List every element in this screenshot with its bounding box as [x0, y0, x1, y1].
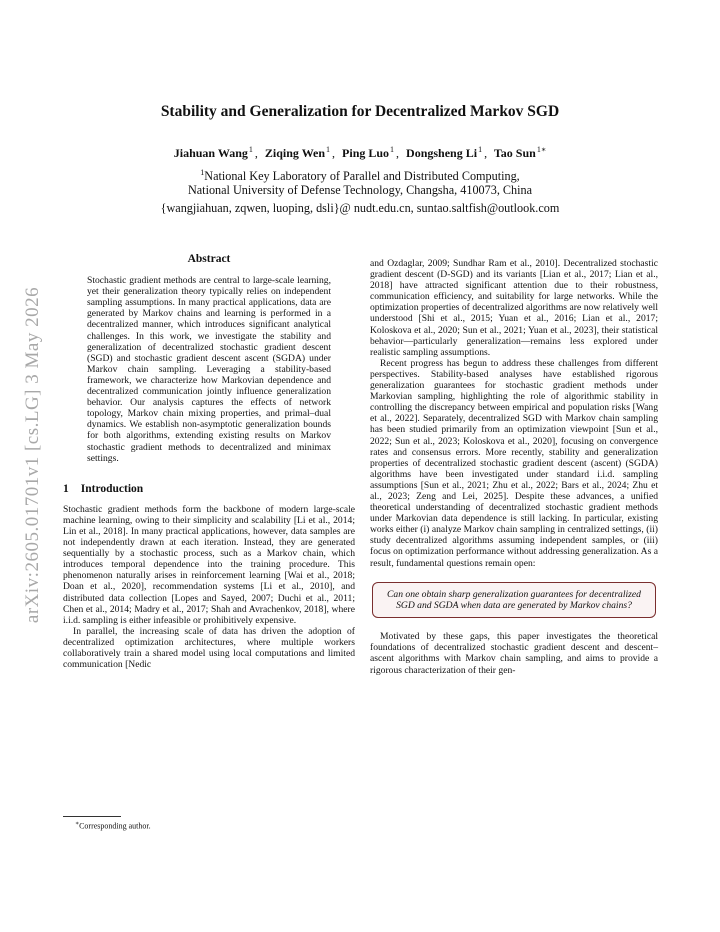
- author-separator: ,: [484, 146, 488, 160]
- footnote-mark: ∗: [75, 821, 80, 827]
- author-separator: ,: [332, 146, 336, 160]
- footnote-text: Corresponding author.: [79, 821, 151, 831]
- affiliation-line-2: National University of Defense Technology, Changsha, 410073, China: [187, 183, 533, 197]
- author-separator: ,: [396, 146, 400, 160]
- author: Tao Sun$^{1∗}$: [493, 145, 547, 160]
- abstract-text: Stochastic gradient methods are central to large-scale learning, yet their generalization theory typically relies on independent sampling assumptions. In many practical applications, data are generated by Markov chains and learning is performed in a decentralized manner, which introduces significant analytical challenges. In this work, we investigate the stability and generalization of decentralized stochastic gradient descent (SGD) and stochastic gradient descent ascent (SGDA) under Markov chain sampling. Leveraging a stability-based framework, we characterize how Markovian dependence and decentralized communication jointly influence generalization behavior. Our analysis captures the effects of network topology, Markov chain mixing properties, and primal–dual dynamics. We establish non-asymptotic generalization bounds for both algorithms, extending existing results on Markov stochastic gradient methods to decentralized and minimax settings.: [87, 275, 331, 464]
- author-emails: {wangjiahuan, zqwen, luoping, dsli}@ nudt.edu.cn, suntao.saltfish@outlook.com: [160, 201, 560, 215]
- section-heading-introduction: [63, 484, 355, 495]
- footnote-rule: [63, 816, 121, 817]
- author: Dongsheng Li$^1$: [406, 145, 483, 160]
- affiliation-mark: 1: [478, 145, 483, 154]
- left-column: [63, 254, 355, 670]
- section-number: 1: [63, 482, 69, 495]
- arxiv-identifier: arXiv:2605.01701v1 [cs.LG] 3 May 2026: [22, 286, 43, 624]
- intro-paragraph-2: In parallel, the increasing scale of data has driven the adoption of decentralized optimization architectures, where multiple workers collaboratively train a shared model using local computations and limited communication [Nedic: [63, 625, 355, 671]
- affiliation-mark: 1: [326, 145, 331, 154]
- section-title: Introduction: [80, 482, 144, 495]
- footnote: [75, 820, 151, 831]
- affiliation-mark: 1∗: [536, 145, 547, 154]
- affiliation-line-1: $^1$National Key Laboratory of Parallel and Distributed Computing,: [200, 168, 520, 184]
- right-column: [370, 258, 658, 676]
- affiliation-mark: 1: [390, 145, 395, 154]
- author-separator: ,: [254, 146, 258, 160]
- abstract-heading: Abstract: [187, 253, 231, 265]
- intro-paragraph-5: Motivated by these gaps, this paper investigates the theoretical foundations of decentralized stochastic gradient descent and descent–ascent algorithms with Markov chain sampling, and aims to provide a rigorous characterization of their gen-: [370, 631, 658, 676]
- intro-paragraph-1: Stochastic gradient methods form the backbone of modern large-scale machine learning, owing to their simplicity and scalability [Li et al., 2014; Lin et al., 2018]. In many practical applications, however, data samples are not independently drawn at each iteration. Instead, they are generated sequentially by a stochastic process, such as a Markov chain, which introduces temporal dependence into the training procedure. This phenomenon naturally arises in reinforcement learning [Wai et al., 2018; Doan et al., 2020], recommendation systems [Li et al., 2010], and distributed data collection [Lopes and Sayed, 2007; Duchi et al., 2011; Chen et al., 2014; Madry et al., 2017; Shah and Avrachenkov, 2018], where i.i.d. sampling is either infeasible or prohibitively expensive.: [63, 503, 355, 626]
- research-question-box: Can one obtain sharp generalization guarantees for decentralized SGD and SGDA when data are generated by Markov chains?: [372, 582, 656, 619]
- affiliation-mark: 1: [200, 168, 205, 177]
- affiliation-mark: 1: [248, 145, 253, 154]
- paper-title: Stability and Generalization for Decentralized Markov SGD: [160, 103, 560, 120]
- intro-paragraph-3: and Ozdaglar, 2009; Sundhar Ram et al., 2010]. Decentralized stochastic gradient descent (D-SGD) and its variants [Lian et al., 2017; Lian et al., 2018] have attracted significant attention due to their robustness, communication efficiency, and suitability for large networks. While the optimization properties of decentralized algorithms are now relatively well understood [Shi et al., 2015; Yuan et al., 2016; Lian et al., 2017; Koloskova et al., 2020; Sun et al., 2021; Yuan et al., 2023], their statistical behavior—particularly generalization—remains less explored under realistic sampling assumptions.: [370, 258, 658, 358]
- intro-paragraph-4: Recent progress has begun to address these challenges from different perspectives. Stability-based analyses have established rigorous generalization guarantees for stochastic gradient methods under Markovian sampling, highlighting the role of algorithmic stability in controlling the discrepancy between empirical and population risks [Wang et al., 2022]. Separately, decentralized SGD with Markov chain sampling has been studied primarily from an optimization viewpoint [Sun et al., 2022; Sun et al., 2023; Koloskova et al., 2020], focusing on convergence rates and consensus errors. More recently, stability and generalization properties of decentralized stochastic gradient descent (ascent) (SGDA) algorithms have been investigated under standard i.i.d. sampling assumptions [Sun et al., 2021; Zhu et al., 2022; Bars et al., 2024; Zhu et al., 2023; Zeng and Lei, 2025]. Despite these advances, a unified theoretical understanding of decentralized stochastic gradient methods under Markovian data dependence is still lacking. In particular, existing works either (i) analyze Markov chain sampling in centralized settings, (ii) study decentralized algorithms assuming independent samples, or (iii) focus on optimization performance without addressing generalization. As a result, fundamental questions remain open:: [370, 357, 658, 569]
- author-list: [0, 145, 720, 161]
- author: Jiahuan Wang$^1$: [173, 145, 253, 160]
- author: Ziqing Wen$^1$: [264, 145, 331, 160]
- author: Ping Luo$^1$: [342, 145, 395, 160]
